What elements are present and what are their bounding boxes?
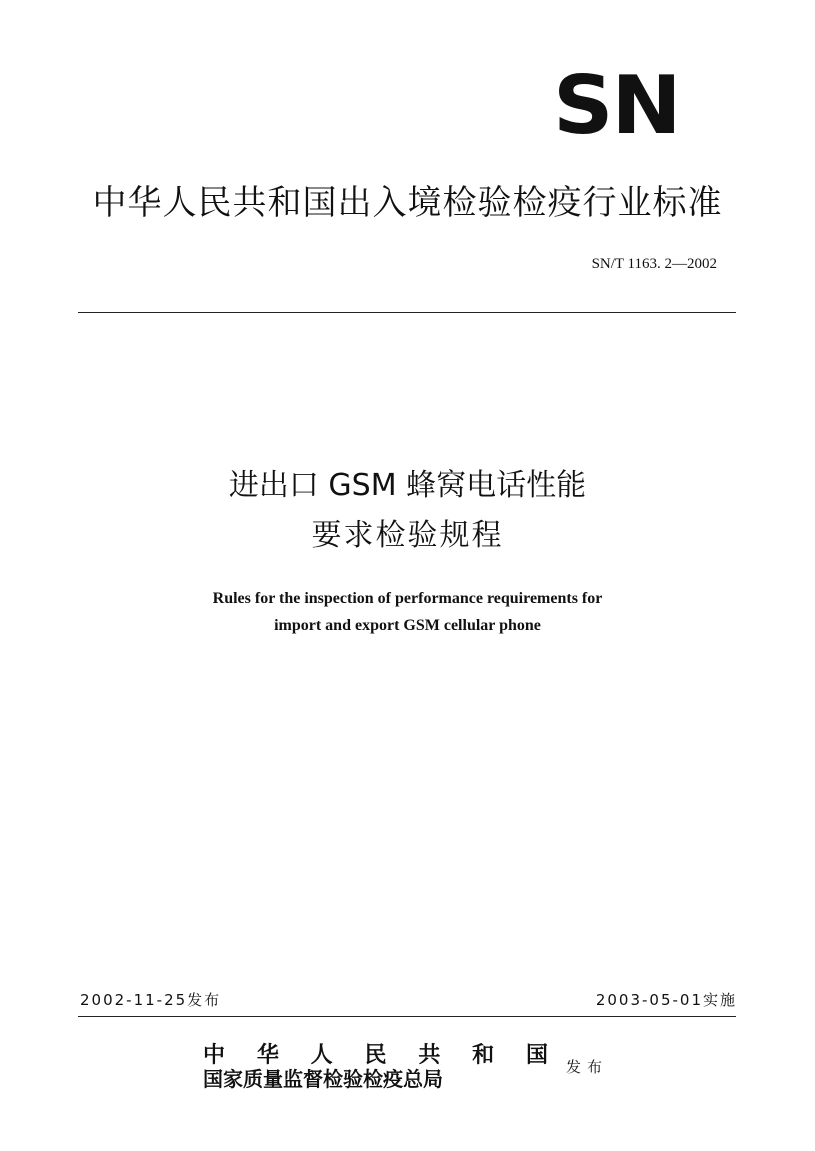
issue-label: 发布 — [566, 1058, 609, 1076]
issuer-line2: 国家质量监督检验检疫总局 — [203, 1067, 443, 1091]
implement-date: 2003-05-01实施 — [595, 991, 737, 1009]
title-en-line2: import and export GSM cellular phone — [274, 617, 541, 634]
title-en-line1: Rules for the inspection of performance requirements for — [212, 590, 603, 607]
standard-number: SN/T 1163. 2—2002 — [591, 256, 717, 272]
issue-date: 2002-11-25发布 — [80, 991, 222, 1009]
top-divider — [78, 312, 736, 313]
issuer-line1: 中华人民共和国 — [203, 1042, 548, 1068]
title-cn-line2: 要求检验规程 — [311, 518, 504, 553]
bottom-divider — [78, 1016, 736, 1017]
sn-logo: SN — [553, 59, 680, 152]
title-cn-line1: 进出口 GSM 蜂窝电话性能 — [228, 468, 587, 503]
industry-title: 中华人民共和国出入境检验检疫行业标准 — [92, 183, 723, 223]
